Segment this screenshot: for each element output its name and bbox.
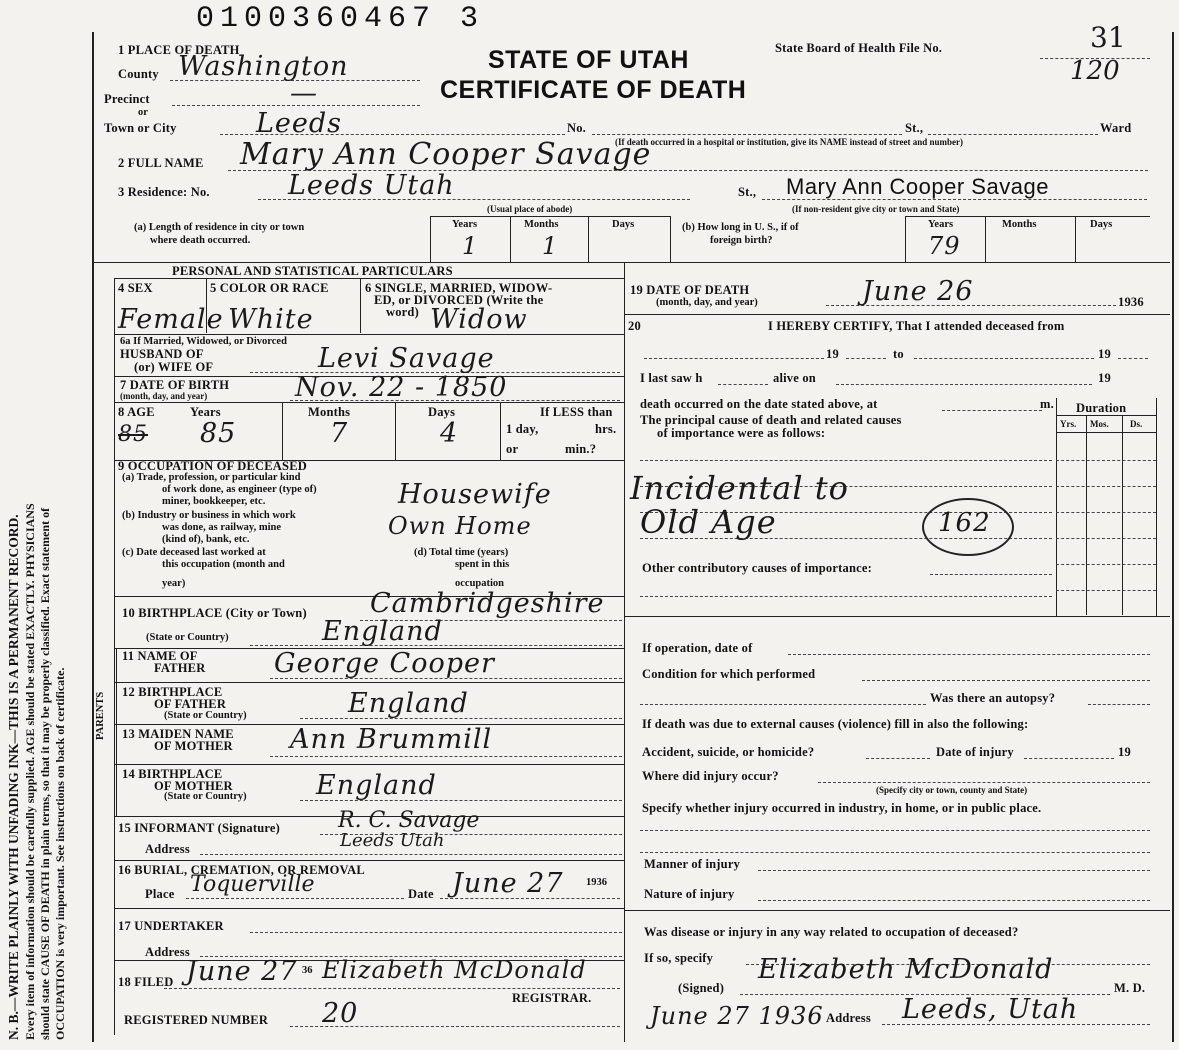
father-name-value: George Cooper	[274, 648, 495, 679]
reg-number-label: REGISTERED NUMBER	[124, 1013, 269, 1027]
cert-19-a: 19	[826, 347, 839, 361]
state-country-label: (State or Country)	[146, 632, 229, 643]
informant-label: 15 INFORMANT (Signature)	[118, 821, 280, 835]
precinct-value: —	[290, 78, 318, 109]
birthplace-city-value: Cambridgeshire	[370, 588, 605, 619]
foreign-label: foreign birth?	[710, 235, 773, 246]
cause-line-1: Incidental to	[630, 469, 849, 507]
occ-b-2: was done, as railway, mine	[162, 522, 282, 533]
where-injury-label: Where did injury occur?	[642, 769, 779, 783]
father-name-label-1: 11 NAME OF	[122, 649, 198, 663]
mother-name-label-2: OF MOTHER	[154, 739, 233, 753]
age-struck-value: 85	[118, 422, 148, 447]
mother-name-value: Ann Brummill	[290, 724, 493, 755]
parents-label: PARENTS	[95, 691, 106, 740]
birthplace-country-value: England	[322, 616, 443, 647]
registrar-signature: Elizabeth McDonald	[322, 956, 587, 984]
file-number-2: 120	[1070, 56, 1120, 86]
duration-label: Duration	[1076, 401, 1127, 415]
side-note-line2: Every item of information should be carefully supplied. AGE should be stated EXACTLY. PHYSICIANS	[22, 503, 37, 1040]
typed-name: Mary Ann Cooper Savage	[786, 174, 1049, 199]
mother-bp-label-3: (State or Country)	[164, 791, 247, 802]
file-number-label: State Board of Health File No.	[775, 41, 943, 55]
condition-label: Condition for which performed	[642, 667, 816, 681]
principal-cause-2: of importance were as follows:	[657, 426, 826, 440]
sign-date-value: June 27 1936	[650, 1002, 824, 1030]
mother-bp-value: England	[316, 770, 437, 801]
dob-sub-label: (month, day, and year)	[120, 391, 208, 401]
age-days-header: Days	[428, 405, 456, 419]
principal-cause-1: The principal cause of death and related causes	[640, 413, 902, 427]
specify-city-note: (Specify city or town, county and State)	[876, 785, 1028, 795]
disease-related-label: Was disease or injury in any way related to occupation of deceased?	[644, 925, 1019, 939]
sex-label: 4 SEX	[118, 281, 153, 295]
usual-place-note: (Usual place of abode)	[487, 204, 573, 214]
spouse-value: Levi Savage	[318, 343, 495, 374]
age-years-value: 85	[200, 418, 237, 449]
personal-heading: PERSONAL AND STATISTICAL PARTICULARS	[172, 264, 453, 278]
side-note-line4: OCCUPATION is very important. See instructions on back of certificate.	[52, 667, 67, 1040]
physician-address-label: Address	[826, 1011, 871, 1025]
occupation-value: Housewife	[398, 479, 552, 510]
full-name-value: Mary Ann Cooper Savage	[240, 137, 652, 172]
death-occurred-label: death occurred on the date stated above, at	[640, 397, 878, 411]
mother-bp-label-1: 14 BIRTHPLACE	[122, 767, 223, 781]
form-subtitle: CERTIFICATE OF DEATH	[440, 76, 747, 104]
burial-date-value: June 27	[452, 868, 564, 899]
undertaker-address-label: Address	[145, 945, 190, 959]
wife-label: (or) WIFE OF	[134, 360, 214, 374]
age-months-header: Months	[308, 405, 351, 419]
us-months-header: Months	[1002, 219, 1037, 230]
alive-on-label: alive on	[773, 371, 816, 385]
hrs-label: hrs.	[595, 422, 617, 436]
yrs-header: Yrs.	[1060, 419, 1077, 429]
length-label-b: where death occurred.	[150, 235, 251, 246]
length-label-a: (a) Length of residence in city or town	[134, 222, 305, 233]
injury-19-label: 19	[1118, 745, 1131, 759]
occupation-label: 9 OCCUPATION OF DECEASED	[118, 459, 307, 473]
cause-line-2: Old Age	[640, 503, 777, 541]
signed-label: (Signed)	[678, 981, 725, 995]
side-note-line1: N. B.—WRITE PLAINLY WITH UNFADING INK—THIS IS A PERMANENT RECORD.	[6, 514, 21, 1040]
or-label: or	[138, 107, 148, 118]
nonresident-note: (If non-resident give city or town and State)	[792, 204, 960, 214]
burial-place-label: Place	[145, 887, 175, 901]
occ-d-3: occupation	[455, 578, 505, 589]
last-saw-label: I last saw h	[640, 371, 703, 385]
full-name-label: 2 FULL NAME	[118, 156, 204, 170]
physician-signature: Elizabeth McDonald	[758, 954, 1054, 985]
serial-number: 0100360467 3	[196, 2, 485, 36]
informant-address-value: Leeds Utah	[340, 830, 445, 851]
reg-number-value: 20	[322, 998, 359, 1029]
one-day-label: 1 day,	[506, 422, 539, 436]
us-years-header: Years	[928, 219, 954, 230]
date-injury-label: Date of injury	[936, 745, 1014, 759]
certify-text: I HEREBY CERTIFY, That I attended deceased from	[768, 319, 1065, 333]
street-no-label: No.	[567, 121, 587, 135]
residence-label: 3 Residence: No.	[118, 185, 210, 199]
occ-c-2: this occupation (month and	[162, 559, 285, 570]
occ-b-1: (b) Industry or business in which work	[122, 510, 296, 521]
nature-label: Nature of injury	[644, 887, 735, 901]
occ-d-1: (d) Total time (years)	[414, 547, 509, 558]
marital-value: Widow	[430, 304, 528, 335]
dod-year-value: 1936	[1118, 295, 1144, 309]
marital-label-2: ED, or DIVORCED (Write the	[374, 293, 544, 307]
dob-label: 7 DATE OF BIRTH	[120, 378, 230, 392]
cause-code-value: 162	[938, 508, 991, 538]
less-than-label: If LESS than	[540, 405, 613, 419]
age-years-header: Years	[190, 405, 221, 419]
or-min-label: or	[506, 442, 519, 456]
burial-year-value: 1936	[586, 877, 607, 888]
dod-label: 19 DATE OF DEATH	[630, 283, 750, 297]
res-months-value: 1	[542, 232, 559, 260]
side-note-line3: should state CAUSE OF DEATH in plain terms, so that it may be properly classified. Exact statement of	[37, 507, 52, 1040]
father-bp-label-3: (State or Country)	[164, 710, 247, 721]
street-label: St.,	[905, 121, 924, 135]
res-years-header: Years	[452, 219, 478, 230]
father-bp-value: England	[348, 688, 469, 719]
min-label: min.?	[565, 442, 597, 456]
residence-value: Leeds Utah	[288, 170, 455, 201]
occ-d-2: spent in this	[455, 559, 510, 570]
father-bp-label-1: 12 BIRTHPLACE	[122, 685, 223, 699]
ds-header: Ds.	[1130, 419, 1143, 429]
cert-19-b: 19	[1098, 347, 1111, 361]
informant-address-label: Address	[145, 842, 190, 856]
md-label: M. D.	[1114, 981, 1146, 995]
dob-value: Nov. 22 - 1850	[295, 372, 508, 403]
father-name-label-2: FATHER	[154, 661, 206, 675]
death-m-label: m.	[1040, 397, 1054, 411]
alive-19-label: 19	[1098, 371, 1111, 385]
operation-label: If operation, date of	[642, 641, 753, 655]
occ-b-3: (kind of), bank, etc.	[162, 534, 250, 545]
informant-value: R. C. Savage	[338, 808, 480, 833]
industry-value: Own Home	[388, 512, 532, 540]
father-bp-label-2: OF FATHER	[154, 697, 227, 711]
form-title: STATE OF UTAH	[488, 46, 689, 74]
sex-value: Female	[118, 304, 224, 335]
filed-year-value: 36	[302, 965, 313, 976]
if-so-label: If so, specify	[644, 951, 714, 965]
other-causes-label: Other contributory causes of importance:	[642, 561, 872, 575]
res-months-header: Months	[524, 219, 559, 230]
us-years-value: 79	[928, 232, 961, 260]
marital-label-1: 6 SINGLE, MARRIED, WIDOW-	[365, 281, 553, 295]
hospital-note: (If death occurred in a hospital or institution, give its NAME instead of street and number)	[615, 137, 964, 147]
physician-address-value: Leeds, Utah	[902, 994, 1079, 1025]
burial-place-value: Toquerville	[190, 872, 315, 897]
filed-date-value: June 27	[186, 956, 298, 987]
external-causes-label: If death was due to external causes (violence) fill in also the following:	[642, 717, 1029, 731]
res-days-header: Days	[612, 219, 635, 230]
precinct-label: Precinct	[104, 92, 150, 106]
ward-label: Ward	[1100, 121, 1132, 135]
married-label: 6a If Married, Widowed, or Divorced	[120, 336, 287, 347]
occ-c-1: (c) Date deceased last worked at	[122, 547, 266, 558]
county-value: Washington	[178, 51, 349, 82]
undertaker-label: 17 UNDERTAKER	[118, 919, 224, 933]
age-label: 8 AGE	[118, 405, 155, 419]
marital-label-3: word)	[386, 305, 419, 319]
town-value: Leeds	[256, 108, 343, 139]
occ-a-1: (a) Trade, profession, or particular kind	[122, 472, 301, 483]
occ-a-3: miner, bookkeeper, etc.	[162, 496, 266, 507]
mother-name-label-1: 13 MAIDEN NAME	[122, 727, 234, 741]
color-label: 5 COLOR OR RACE	[210, 281, 329, 295]
item-20-label: 20	[628, 319, 641, 333]
filed-label: 18 FILED	[118, 975, 174, 989]
cert-to-label: to	[893, 347, 904, 361]
accident-label: Accident, suicide, or homicide?	[642, 745, 815, 759]
burial-date-label: Date	[408, 887, 434, 901]
town-label: Town or City	[104, 121, 177, 135]
autopsy-label: Was there an autopsy?	[930, 691, 1056, 705]
occ-a-2: of work done, as engineer (type of)	[162, 484, 317, 495]
manner-label: Manner of injury	[644, 857, 741, 871]
res-years-value: 1	[462, 232, 479, 260]
birthplace-label: 10 BIRTHPLACE (City or Town)	[122, 606, 307, 620]
dod-sub-label: (month, day, and year)	[656, 297, 758, 308]
burial-label: 16 BURIAL, CREMATION, OR REMOVAL	[118, 863, 365, 877]
dod-value: June 26	[862, 276, 974, 307]
age-days-value: 4	[440, 418, 459, 449]
county-label: County	[118, 67, 159, 81]
mother-bp-label-2: OF MOTHER	[154, 779, 233, 793]
place-of-death-label: 1 PLACE OF DEATH	[118, 43, 240, 57]
registrar-label: REGISTRAR.	[512, 991, 592, 1005]
color-value: White	[228, 304, 314, 335]
how-long-label: (b) How long in U. S., if of	[682, 222, 799, 233]
mos-header: Mos.	[1090, 419, 1109, 429]
specify-industry-label: Specify whether injury occurred in industry, in home, or in public place.	[642, 801, 1042, 815]
age-months-value: 7	[330, 418, 349, 449]
occ-c-3: year)	[162, 578, 186, 589]
husband-label: HUSBAND OF	[120, 347, 204, 361]
us-days-header: Days	[1090, 219, 1113, 230]
file-number: 31	[1090, 21, 1126, 54]
residence-st-label: St.,	[738, 185, 757, 199]
